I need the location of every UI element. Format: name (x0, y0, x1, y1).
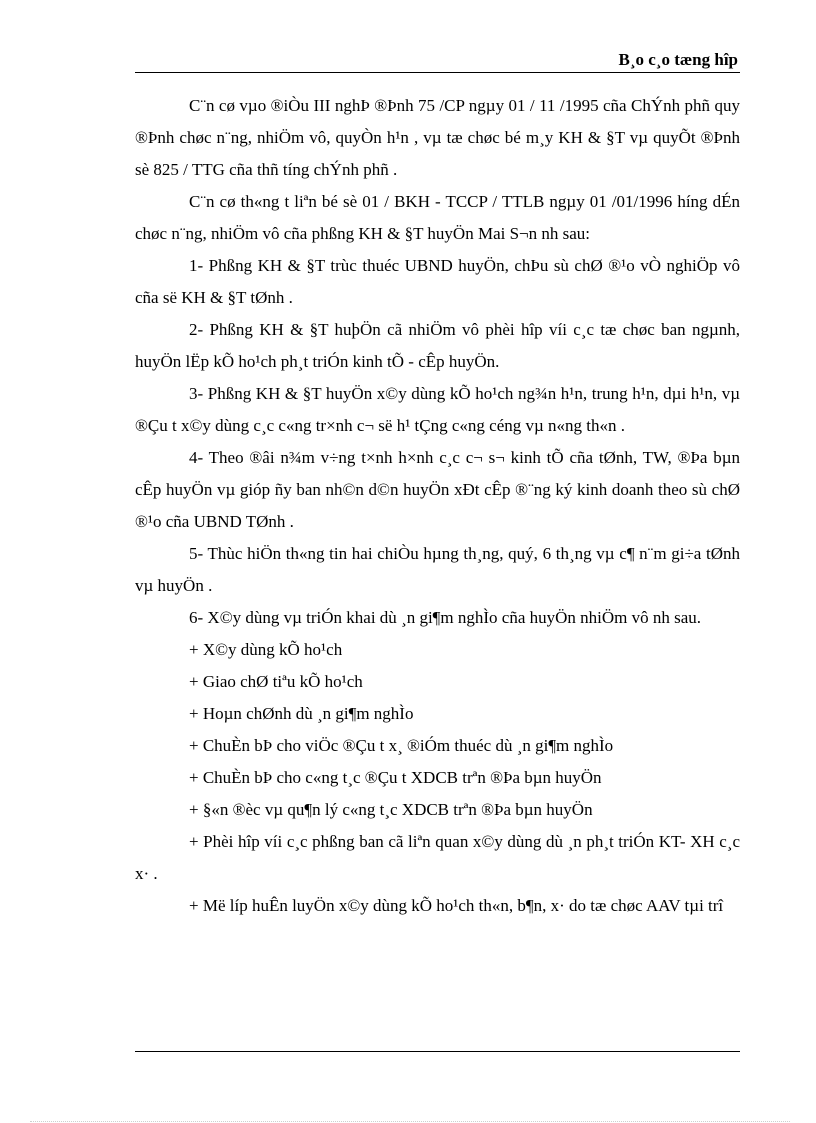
paragraph-legal-basis-decree: C¨n cø vµo ®iÒu III nghÞ ®Þnh 75 /CP ngµy 01 / 11 /1995 cña ChÝnh phñ quy ®Þnh chøc n¨ng, nhiÖm vô, quyÒn h¹n , vµ tæ chøc bé m¸y KH & §T vµ quyÕt ®Þnh sè 825 / TTG cña thñ tíng chÝnh phñ . (135, 96, 740, 179)
paragraph-duty-5: 5- Thùc hiÖn th«ng tin hai chiÒu hµng th¸ng, quý, 6 th¸ng vµ c¶ n¨m gi÷a tØnh vµ huyÖn . (135, 544, 740, 595)
list-item-xdcb-management: + §«n ®èc vµ qu¶n lý c«ng t¸c XDCB trªn ®Þa bµn huyÖn (189, 800, 593, 819)
list-item-training: + Më líp huÊn luyÖn x©y dùng kÕ ho¹ch th«n, b¶n, x· do tæ chøc AAV tµi trî (189, 896, 724, 915)
footer-divider (135, 1051, 740, 1052)
document-body (135, 90, 740, 922)
paragraph-duty-2: 2- Phßng KH & §T huþÖn cã nhiÖm vô phèi hîp víi c¸c tæ chøc ban ngµnh, huyÖn lËp kÕ ho¹ch ph¸t triÓn kinh tÕ - cÊp huyÖn. (135, 320, 740, 371)
list-item-coordination: + Phèi hîp víi c¸c phßng ban cã liªn quan x©y dùng dù ¸n ph¸t triÓn KT- XH c¸c x· . (135, 832, 740, 883)
list-item-targets: + Giao chØ tiªu kÕ ho¹ch (189, 672, 363, 691)
paragraph-legal-basis-circular: C¨n cø th«ng t liªn bé sè 01 / BKH - TCCP / TTLB ngµy 01 /01/1996 híng dÉn chøc n¨ng, nhiÖm vô cña phßng KH & §T huyÖn Mai S¬n nh sau: (135, 192, 740, 243)
paragraph-duty-1: 1- Phßng KH & §T trùc thuéc UBND huyÖn, chÞu sù chØ ®¹o vÒ nghiÖp vô cña së KH & §T tØnh . (135, 256, 740, 307)
report-title: B¸o c¸o tæng hîp (618, 50, 738, 69)
page-header (135, 48, 740, 73)
list-item-plan: + X©y dùng kÕ ho¹ch (189, 640, 343, 659)
paragraph-duty-3: 3- Phßng KH & §T huyÖn x©y dùng kÕ ho¹ch ng¾n h¹n, trung h¹n, dµi h¹n, vµ ®Çu t x©y dùng c¸c c«ng tr×nh c¬ së h¹ tÇng c«ng céng vµ n«ng th«n . (135, 384, 740, 435)
page-bottom-border (30, 1121, 790, 1122)
list-item-xdcb-prep: + ChuÈn bÞ cho c«ng t¸c ®Çu t XDCB trªn ®Þa bµn huyÖn (189, 768, 602, 787)
list-item-pilot-investment: + ChuÈn bÞ cho viÖc ®Çu t x¸ ®iÓm thuéc dù ¸n gi¶m nghÌo (189, 736, 614, 755)
paragraph-duty-4: 4- Theo ®âi n¾m v÷ng t×nh h×nh c¸c c¬ s¬ kinh tÕ cña tØnh, TW, ®Þa bµn cÊp huyÖn vµ gióp ñy ban nh©n d©n huyÖn xÐt cÊp ®¨ng ký kinh doanh theo sù chØ ®¹o cña UBND TØnh . (135, 448, 740, 531)
list-item-project: + Hoµn chØnh dù ¸n gi¶m nghÌo (189, 704, 414, 723)
paragraph-duty-6: 6- X©y dùng vµ triÓn khai dù ¸n gi¶m nghÌo cña huyÖn nhiÖm vô nh sau. (189, 608, 702, 627)
